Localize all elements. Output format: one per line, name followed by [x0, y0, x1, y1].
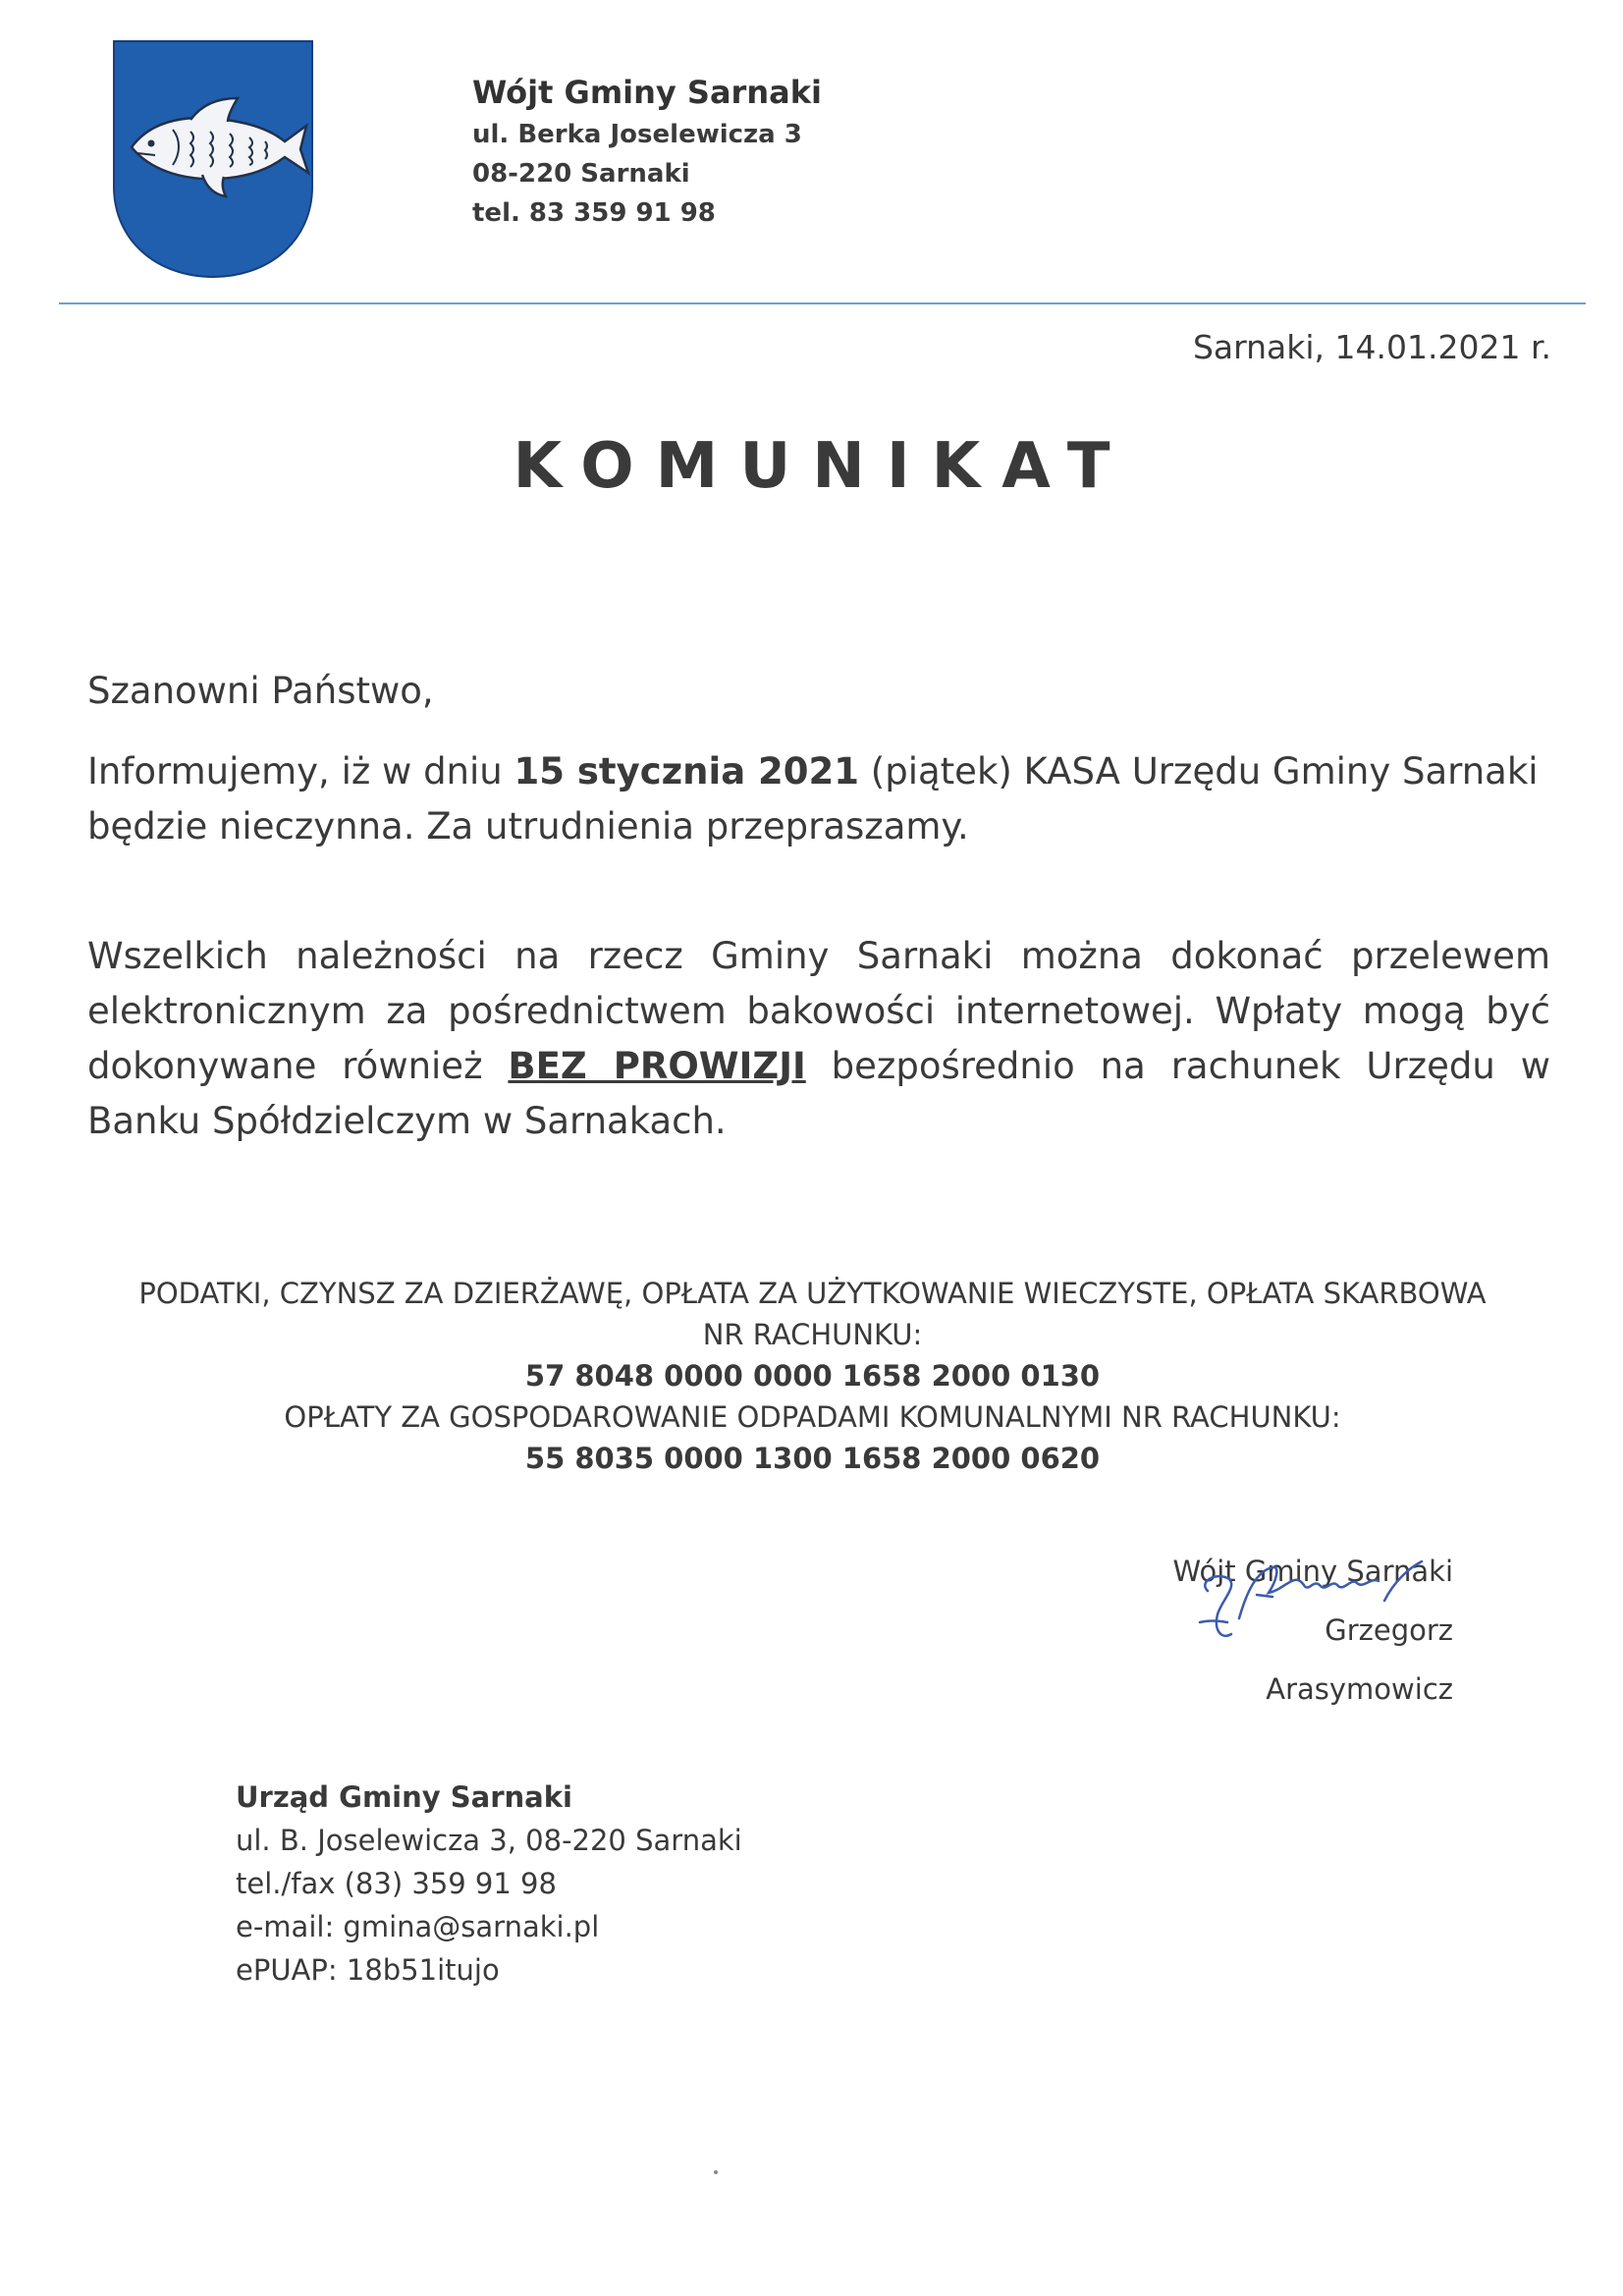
greeting: Szanowni Państwo,: [87, 670, 434, 712]
p1-prefix: Informujemy, iż w dniu: [87, 750, 514, 793]
footer-office-name: Urząd Gminy Sarnaki: [236, 1780, 572, 1814]
org-phone: tel. 83 359 91 98: [472, 198, 716, 228]
no-fee-emphasis: BEZ PROWIZJI: [508, 1045, 806, 1087]
p2-suffix: bezpośrednio na rachunek Urzędu w Banku Spółdzielczym w Sarnakach.: [87, 1045, 1550, 1142]
footer-address: ul. B. Joselewicza 3, 08-220 Sarnaki: [236, 1824, 742, 1857]
page-title: KOMUNIKAT: [513, 430, 1132, 503]
signature-name: Grzegorz Arasymowicz: [1266, 1613, 1453, 1706]
p2-prefix: Wszelkich należności na rzecz Gminy Sarnaki można dokonać przelewem elektronicznym za pośrednictwem bakowości internetowej. Wpłaty mogą być dokonywane również: [87, 935, 1550, 1087]
account-1-label: PODATKI, CZYNSZ ZA DZIERŻAWĘ, OPŁATA ZA UŻYTKOWANIE WIECZYSTE, OPŁATA SKARBOWA: [138, 1277, 1487, 1310]
handwritten-signature: [1178, 1532, 1443, 1660]
account-2-label: OPŁATY ZA GOSPODAROWANIE ODPADAMI KOMUNALNYMI NR RACHUNKU:: [284, 1400, 1341, 1434]
closure-date: 15 stycznia 2021: [514, 750, 860, 793]
date-line: Sarnaki, 14.01.2021 r.: [1192, 328, 1551, 366]
paragraph-payments: [87, 929, 1550, 1149]
org-street: ul. Berka Joselewicza 3: [472, 120, 802, 149]
footer-phone: tel./fax (83) 359 91 98: [236, 1867, 557, 1900]
org-name: Wójt Gminy Sarnaki: [472, 74, 822, 111]
scan-speck: [714, 2170, 718, 2174]
account-1-number: 57 8048 0000 0000 1658 2000 0130: [524, 1359, 1101, 1393]
p1-suffix: (piątek) KASA Urzędu Gminy Sarnaki będzie nieczynna. Za utrudnienia przepraszamy.: [87, 750, 1539, 847]
fish-shield-icon: [112, 39, 314, 280]
paragraph-closure: [87, 744, 1550, 854]
footer-epuap: ePUAP: 18b51itujo: [236, 1953, 500, 1987]
org-postal: 08-220 Sarnaki: [472, 159, 690, 189]
signature-role: Wójt Gminy Sarnaki: [1172, 1555, 1453, 1588]
footer-contact: [236, 1776, 742, 1992]
letterhead: [472, 74, 822, 240]
account-1-label-b: NR RACHUNKU:: [702, 1318, 923, 1351]
footer-email: e-mail: gmina@sarnaki.pl: [236, 1910, 600, 1943]
account-2-number: 55 8035 0000 1300 1658 2000 0620: [524, 1442, 1101, 1475]
bank-accounts: [118, 1273, 1507, 1479]
header-divider: [59, 302, 1586, 304]
